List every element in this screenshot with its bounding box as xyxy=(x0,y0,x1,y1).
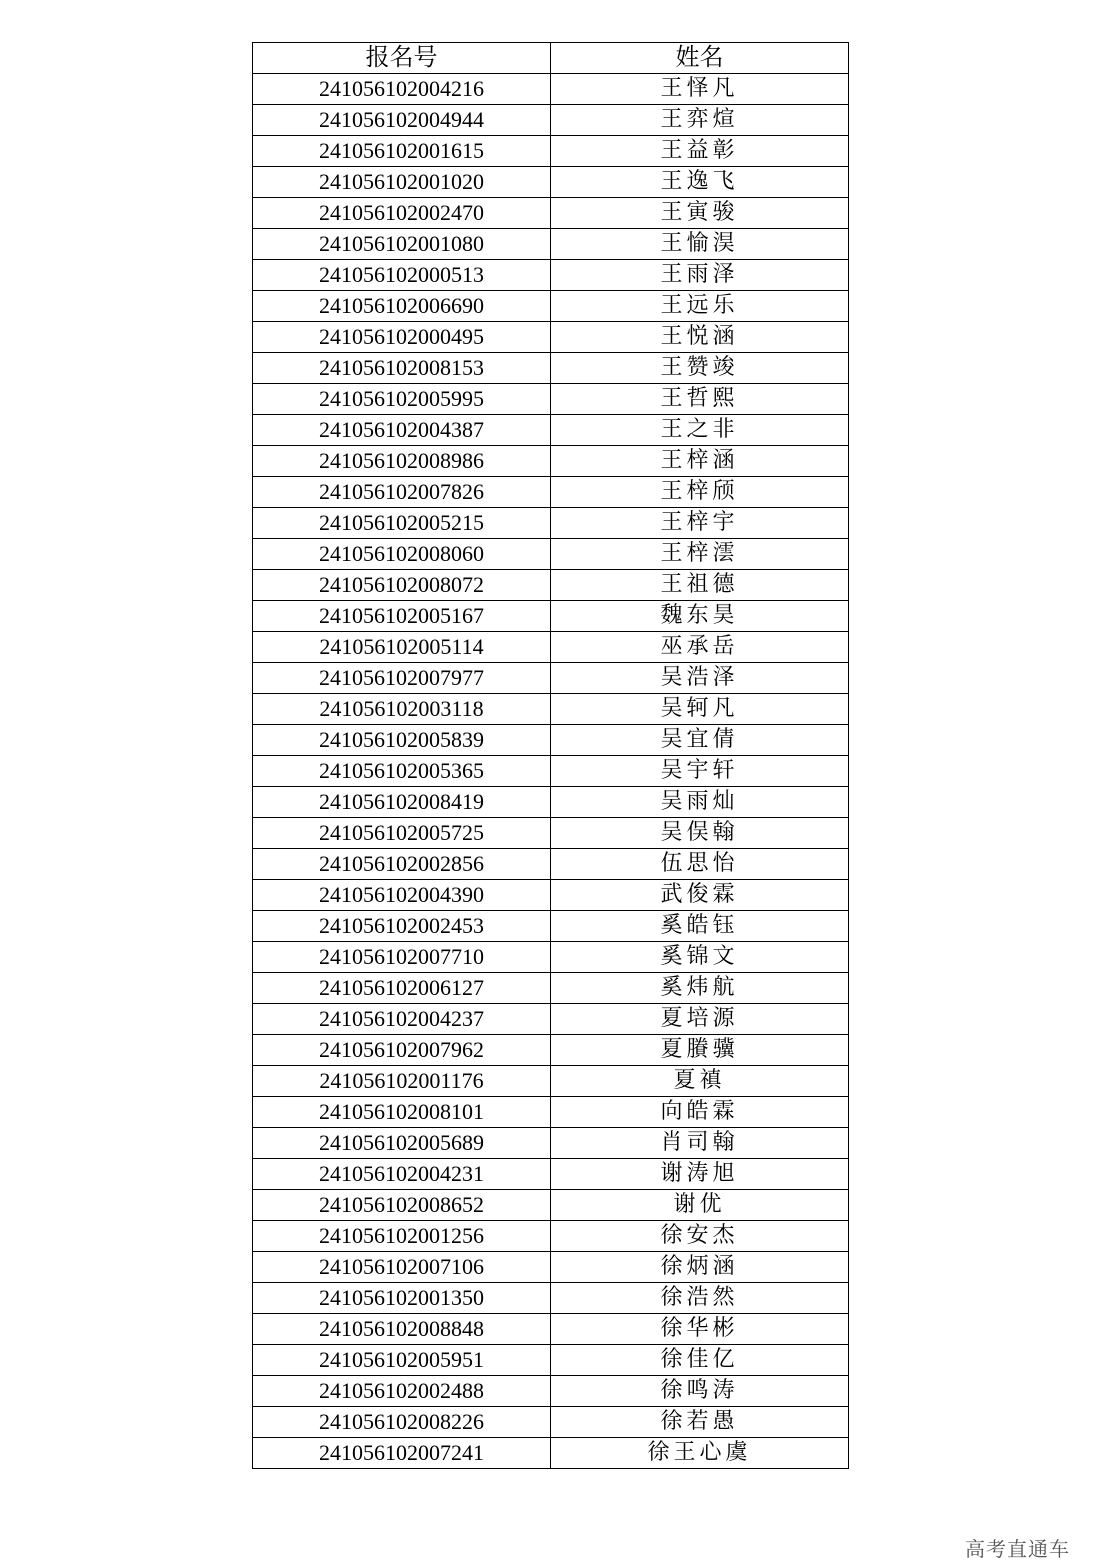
student-name-cell: 吴浩泽 xyxy=(551,663,849,694)
student-name-cell: 王怿凡 xyxy=(551,74,849,105)
registration-number-cell: 241056102006690 xyxy=(253,291,551,322)
table-row xyxy=(253,1376,849,1407)
table-row xyxy=(253,1283,849,1314)
registration-number-cell: 241056102005215 xyxy=(253,508,551,539)
table-row xyxy=(253,849,849,880)
registration-number-cell: 241056102001615 xyxy=(253,136,551,167)
table-row xyxy=(253,1097,849,1128)
table-row xyxy=(253,942,849,973)
registration-number-cell: 241056102004390 xyxy=(253,880,551,911)
student-name-cell: 徐安杰 xyxy=(551,1221,849,1252)
registration-number-cell: 241056102004387 xyxy=(253,415,551,446)
registration-number-cell: 241056102007710 xyxy=(253,942,551,973)
registration-number-cell: 241056102001176 xyxy=(253,1066,551,1097)
registration-number-cell: 241056102008072 xyxy=(253,570,551,601)
registration-number-cell: 241056102005725 xyxy=(253,818,551,849)
registration-number-cell: 241056102008419 xyxy=(253,787,551,818)
registration-number-cell: 241056102002470 xyxy=(253,198,551,229)
student-name-cell: 王愉淏 xyxy=(551,229,849,260)
table-row xyxy=(253,973,849,1004)
header-row xyxy=(253,43,849,74)
student-name-cell: 奚锦文 xyxy=(551,942,849,973)
registration-number-cell: 241056102002453 xyxy=(253,911,551,942)
table-row xyxy=(253,198,849,229)
table-row xyxy=(253,663,849,694)
student-name-cell: 徐若愚 xyxy=(551,1407,849,1438)
table-row xyxy=(253,911,849,942)
table-row xyxy=(253,1190,849,1221)
registration-number-cell: 241056102008652 xyxy=(253,1190,551,1221)
table-header xyxy=(253,43,849,74)
table-row xyxy=(253,539,849,570)
registration-number-cell: 241056102001080 xyxy=(253,229,551,260)
registration-number-cell: 241056102002488 xyxy=(253,1376,551,1407)
student-name-cell: 王梓颀 xyxy=(551,477,849,508)
student-name-cell: 肖司翰 xyxy=(551,1128,849,1159)
table-row xyxy=(253,353,849,384)
student-name-cell: 徐鸣涛 xyxy=(551,1376,849,1407)
table-row xyxy=(253,1128,849,1159)
table-row xyxy=(253,756,849,787)
table-row xyxy=(253,1004,849,1035)
table-row xyxy=(253,1314,849,1345)
table-row xyxy=(253,508,849,539)
student-name-cell: 徐王心虞 xyxy=(551,1438,849,1469)
student-name-cell: 王梓宇 xyxy=(551,508,849,539)
registration-number-cell: 241056102008848 xyxy=(253,1314,551,1345)
table-row xyxy=(253,229,849,260)
registration-number-cell: 241056102000513 xyxy=(253,260,551,291)
registration-number-cell: 241056102005167 xyxy=(253,601,551,632)
table-body xyxy=(253,74,849,1469)
student-name-cell: 王逸飞 xyxy=(551,167,849,198)
registration-number-cell: 241056102007962 xyxy=(253,1035,551,1066)
student-name-cell: 武俊霖 xyxy=(551,880,849,911)
table-row xyxy=(253,694,849,725)
student-name-cell: 伍思怡 xyxy=(551,849,849,880)
header-registration-number: 报名号 xyxy=(253,43,551,74)
table-row xyxy=(253,818,849,849)
student-name-cell: 巫承岳 xyxy=(551,632,849,663)
registration-number-cell: 241056102007241 xyxy=(253,1438,551,1469)
student-name-cell: 王梓澐 xyxy=(551,539,849,570)
registration-number-cell: 241056102001350 xyxy=(253,1283,551,1314)
student-name-cell: 夏禛 xyxy=(551,1066,849,1097)
student-name-cell: 王弈煊 xyxy=(551,105,849,136)
student-name-cell: 夏培源 xyxy=(551,1004,849,1035)
student-name-cell: 王赞竣 xyxy=(551,353,849,384)
registration-number-cell: 241056102003118 xyxy=(253,694,551,725)
student-name-cell: 王梓涵 xyxy=(551,446,849,477)
student-name-cell: 王寅骏 xyxy=(551,198,849,229)
student-name-cell: 徐炳涵 xyxy=(551,1252,849,1283)
registration-number-cell: 241056102001256 xyxy=(253,1221,551,1252)
table-row xyxy=(253,322,849,353)
registration-number-cell: 241056102004216 xyxy=(253,74,551,105)
table-row xyxy=(253,446,849,477)
table-row xyxy=(253,1035,849,1066)
student-name-cell: 王远乐 xyxy=(551,291,849,322)
registration-number-cell: 241056102008060 xyxy=(253,539,551,570)
student-name-cell: 徐浩然 xyxy=(551,1283,849,1314)
table-row xyxy=(253,1159,849,1190)
registration-number-cell: 241056102005951 xyxy=(253,1345,551,1376)
table-row xyxy=(253,1066,849,1097)
table-row xyxy=(253,136,849,167)
registration-number-cell: 241056102005689 xyxy=(253,1128,551,1159)
table-row xyxy=(253,105,849,136)
student-name-cell: 王益彰 xyxy=(551,136,849,167)
table-row xyxy=(253,477,849,508)
student-name-cell: 谢优 xyxy=(551,1190,849,1221)
table-row xyxy=(253,1252,849,1283)
registration-number-cell: 241056102005365 xyxy=(253,756,551,787)
registration-number-cell: 241056102008986 xyxy=(253,446,551,477)
student-name-cell: 王雨泽 xyxy=(551,260,849,291)
registration-number-cell: 241056102004944 xyxy=(253,105,551,136)
student-name-cell: 王之非 xyxy=(551,415,849,446)
registration-number-cell: 241056102001020 xyxy=(253,167,551,198)
student-name-cell: 夏賸骥 xyxy=(551,1035,849,1066)
student-name-cell: 向皓霖 xyxy=(551,1097,849,1128)
student-name-cell: 吴俣翰 xyxy=(551,818,849,849)
student-name-cell: 徐佳亿 xyxy=(551,1345,849,1376)
table-row xyxy=(253,167,849,198)
watermark-text: 高考直通车 xyxy=(965,1537,1070,1561)
student-name-cell: 吴宇轩 xyxy=(551,756,849,787)
registration-number-cell: 241056102008153 xyxy=(253,353,551,384)
student-name-cell: 吴雨灿 xyxy=(551,787,849,818)
student-name-cell: 吴宜倩 xyxy=(551,725,849,756)
table-row xyxy=(253,1438,849,1469)
header-name: 姓名 xyxy=(551,43,849,74)
table-row xyxy=(253,632,849,663)
table-row xyxy=(253,570,849,601)
admission-list-table xyxy=(252,42,849,1469)
student-name-cell: 王祖德 xyxy=(551,570,849,601)
student-name-cell: 奚皓钰 xyxy=(551,911,849,942)
student-name-cell: 魏东昊 xyxy=(551,601,849,632)
table-row xyxy=(253,415,849,446)
student-name-cell: 谢涛旭 xyxy=(551,1159,849,1190)
table-row xyxy=(253,384,849,415)
table-row xyxy=(253,1407,849,1438)
registration-number-cell: 241056102000495 xyxy=(253,322,551,353)
registration-number-cell: 241056102007977 xyxy=(253,663,551,694)
table-row xyxy=(253,74,849,105)
student-name-cell: 吴轲凡 xyxy=(551,694,849,725)
registration-number-cell: 241056102007826 xyxy=(253,477,551,508)
registration-number-cell: 241056102005839 xyxy=(253,725,551,756)
student-name-cell: 奚炜航 xyxy=(551,973,849,1004)
student-name-cell: 王哲熙 xyxy=(551,384,849,415)
table-row xyxy=(253,880,849,911)
table-row xyxy=(253,787,849,818)
student-name-cell: 王悦涵 xyxy=(551,322,849,353)
registration-number-cell: 241056102006127 xyxy=(253,973,551,1004)
student-name-cell: 徐华彬 xyxy=(551,1314,849,1345)
registration-number-cell: 241056102008226 xyxy=(253,1407,551,1438)
registration-number-cell: 241056102005995 xyxy=(253,384,551,415)
table-row xyxy=(253,601,849,632)
table-row xyxy=(253,291,849,322)
registration-number-cell: 241056102005114 xyxy=(253,632,551,663)
registration-number-cell: 241056102004237 xyxy=(253,1004,551,1035)
registration-number-cell: 241056102002856 xyxy=(253,849,551,880)
registration-number-cell: 241056102004231 xyxy=(253,1159,551,1190)
registration-number-cell: 241056102007106 xyxy=(253,1252,551,1283)
table-row xyxy=(253,1221,849,1252)
table-row xyxy=(253,1345,849,1376)
table-row xyxy=(253,725,849,756)
registration-number-cell: 241056102008101 xyxy=(253,1097,551,1128)
table-row xyxy=(253,260,849,291)
